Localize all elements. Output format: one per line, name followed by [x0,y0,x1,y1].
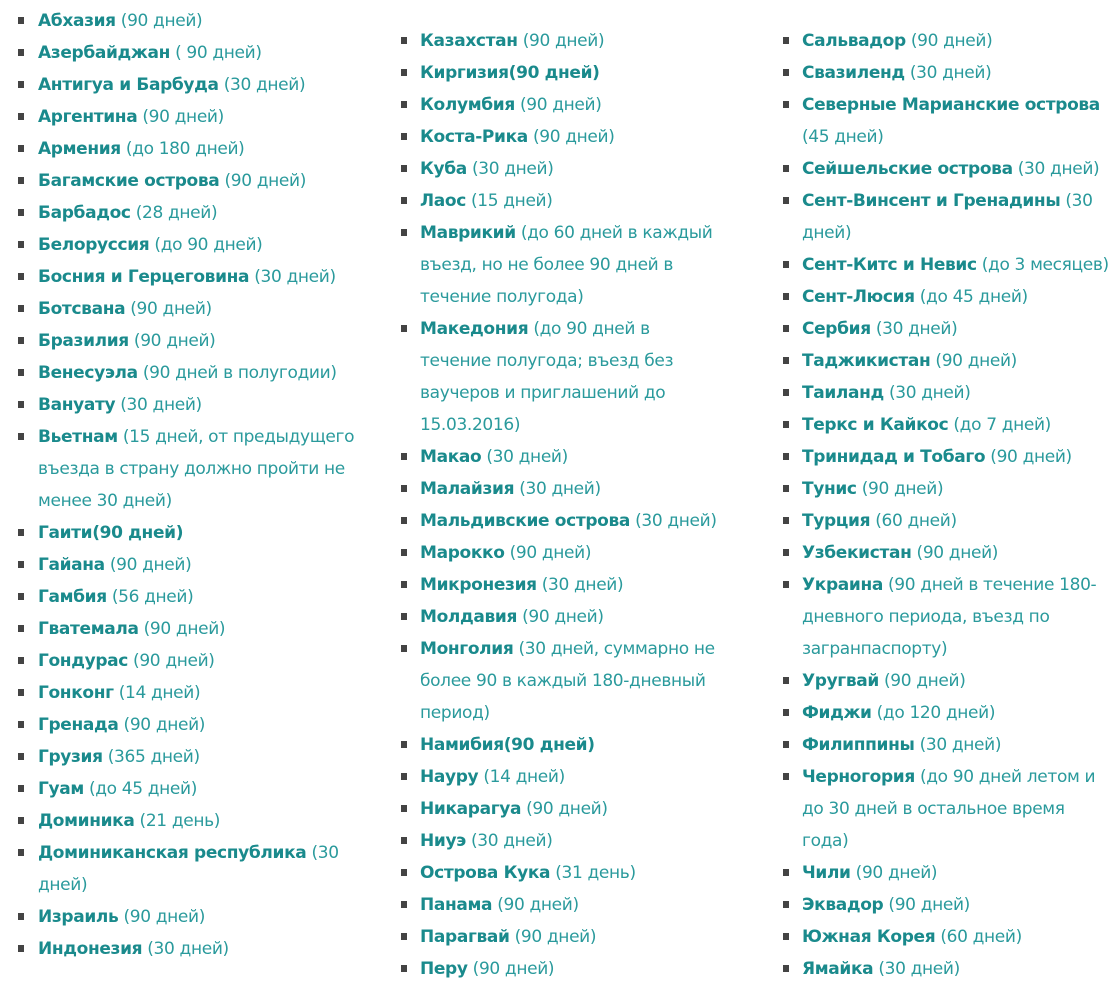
list-item [383,729,723,761]
country-name: Гамбия [38,587,107,607]
list-item [0,677,360,709]
country-name: Гаити(90 дней) [38,523,184,543]
stay-duration: (30 дней) [630,511,717,531]
list-item [383,25,723,57]
stay-duration: (90 дней) [905,31,993,51]
bullet-icon [401,965,407,972]
country-name: Фиджи [802,703,872,723]
country-name: Ботсвана [38,299,126,319]
list-item [383,761,723,793]
bullet-icon [18,945,24,952]
country-name: Филиппины [802,735,915,755]
list-item [383,441,723,473]
stay-duration: (до 7 дней) [948,415,1051,435]
country-name: Багамские острова [38,171,220,191]
list-item [765,569,1112,665]
bullet-icon [18,689,24,696]
list-item [765,889,1112,921]
bullet-icon [401,901,407,908]
stay-duration: (90 дней) [514,95,602,115]
country-name: Вьетнам [38,427,118,447]
list-item [765,153,1112,185]
bullet-icon [783,581,789,588]
bullet-icon [783,293,789,300]
country-name: Черногория [802,767,915,787]
bullet-icon [401,645,407,652]
bullet-icon [18,913,24,920]
bullet-icon [18,561,24,568]
list-item [765,505,1112,537]
list-item [0,389,360,421]
country-name: Сальвадор [802,31,906,51]
stay-duration: (90 дней) [118,907,206,927]
country-name: Сейшельские острова [802,159,1013,179]
bullet-icon [783,389,789,396]
country-name: Северные Марианские острова [802,95,1100,115]
country-name: Сент-Люсия [802,287,915,307]
country-list-column-2 [383,25,723,985]
list-item [383,185,723,217]
country-name: Гондурас [38,651,128,671]
stay-duration: (30 дней) [115,395,202,415]
bullet-icon [18,305,24,312]
stay-duration: (90 дней) [128,651,215,671]
stay-duration: (до 180 дней) [120,139,245,159]
country-name: Грузия [38,747,103,767]
list-item [765,537,1112,569]
country-name: Эквадор [802,895,884,915]
stay-duration: (15 дней, от предыдущего въезда в страну должно пройти не менее 30 дней) [38,427,355,511]
list-item [765,281,1112,313]
stay-duration: (31 день) [550,863,636,883]
country-name: Куба [420,159,467,179]
stay-duration: (30 дней) [466,159,554,179]
bullet-icon [783,165,789,172]
bullet-icon [783,933,789,940]
list-item [0,229,360,261]
stay-duration: (30 дней) [218,75,306,95]
country-name: Индонезия [38,939,143,959]
stay-duration: (30 дней) [1012,159,1100,179]
list-item [0,549,360,581]
bullet-icon [783,197,789,204]
bullet-icon [18,337,24,344]
stay-duration: (90 дней) [492,895,579,915]
list-item [0,645,360,677]
bullet-icon [401,869,407,876]
list-item [0,741,360,773]
bullet-icon [18,785,24,792]
country-name: Мальдивские острова [420,511,631,531]
bullet-icon [401,613,407,620]
bullet-icon [401,69,407,76]
stay-duration: (60 дней) [935,927,1022,947]
stay-duration: (30 дней) [536,575,624,595]
country-name: Микронезия [420,575,537,595]
country-list-column-3 [765,25,1112,985]
list-item [765,473,1112,505]
country-name: Антигуа и Барбуда [38,75,219,95]
country-name: Гайана [38,555,105,575]
bullet-icon [783,677,789,684]
country-name: Сент-Китс и Невис [802,255,977,275]
stay-duration: (90 дней) [125,299,212,319]
list-item [0,933,360,965]
country-list-column-1 [0,5,360,965]
country-name: Доминика [38,811,135,831]
bullet-icon [401,741,407,748]
list-item [383,313,723,441]
country-name: Босния и Герцеговина [38,267,250,287]
stay-duration: (90 дней) [856,479,944,499]
country-name: Намибия(90 дней) [420,735,595,755]
stay-duration: (30 дней, суммарно не более 90 в каждый 180-дневный период) [420,639,715,723]
country-name: Белоруссия [38,235,150,255]
bullet-icon [18,593,24,600]
country-name: Барбадос [38,203,131,223]
bullet-icon [783,37,789,44]
country-name: Тринидад и Тобаго [802,447,986,467]
list-item [0,69,360,101]
list-item [765,25,1112,57]
stay-duration: (30 дней) [249,267,336,287]
bullet-icon [18,209,24,216]
bullet-icon [18,49,24,56]
bullet-icon [18,625,24,632]
bullet-icon [18,657,24,664]
list-item [383,153,723,185]
bullet-icon [401,773,407,780]
bullet-icon [783,709,789,716]
list-item [0,261,360,293]
list-item [0,325,360,357]
list-item [383,121,723,153]
list-item [0,837,360,901]
stay-duration: (до 3 месяцев) [976,255,1109,275]
bullet-icon [783,357,789,364]
country-name: Науру [420,767,479,787]
country-name: Сент-Винсент и Гренадины [802,191,1061,211]
list-item [0,197,360,229]
bullet-icon [18,849,24,856]
bullet-icon [401,581,407,588]
country-name: Чили [802,863,851,883]
stay-duration: (15 дней) [465,191,553,211]
bullet-icon [18,817,24,824]
country-name: Колумбия [420,95,515,115]
list-item [765,761,1112,857]
country-name: Сербия [802,319,871,339]
stay-duration: (90 дней) [509,927,597,947]
bullet-icon [783,453,789,460]
stay-duration: (90 дней) [517,607,604,627]
bullet-icon [401,325,407,332]
stay-duration: (30 дней) [883,383,971,403]
bullet-icon [18,529,24,536]
list-item [765,953,1112,985]
bullet-icon [783,421,789,428]
country-name: Турция [802,511,871,531]
bullet-icon [18,177,24,184]
list-item [0,133,360,165]
country-name: Аргентина [38,107,138,127]
list-item [765,185,1112,249]
list-item [0,773,360,805]
list-item [383,569,723,601]
bullet-icon [783,69,789,76]
stay-duration: (90 дней) [104,555,192,575]
list-item [0,5,360,37]
stay-duration: (90 дней) [850,863,938,883]
country-name: Уругвай [802,671,879,691]
bullet-icon [401,101,407,108]
bullet-icon [401,133,407,140]
bullet-icon [401,837,407,844]
country-name: Таиланд [802,383,884,403]
country-name: Таджикистан [802,351,931,371]
stay-duration: (30 дней) [914,735,1002,755]
stay-duration: (до 45 дней) [83,779,197,799]
list-item [383,89,723,121]
country-name: Тунис [802,479,857,499]
country-name: Коста-Рика [420,127,528,147]
country-name: Макао [420,447,482,467]
stay-duration: (30 дней) [873,959,960,979]
stay-duration: (30 дней) [904,63,992,83]
bullet-icon [18,721,24,728]
country-name: Марокко [420,543,505,563]
bullet-icon [401,37,407,44]
list-item [765,697,1112,729]
stay-duration: (90 дней) [878,671,966,691]
bullet-icon [18,145,24,152]
bullet-icon [783,261,789,268]
country-name: Гонконг [38,683,114,703]
list-item [383,793,723,825]
stay-duration: (до 60 дней в каждый въезд, но не более 90 дней в течение полугода) [420,223,713,307]
country-name: Бразилия [38,331,129,351]
country-name: Острова Кука [420,863,551,883]
stay-duration: (30 дней) [802,191,1093,243]
stay-duration: (90 дней) [911,543,999,563]
country-name: Казахстан [420,31,518,51]
country-name: Панама [420,895,493,915]
list-item [765,57,1112,89]
stay-duration: (90 дней в течение 180-дневного периода, въезд по загранпаспорту) [802,575,1097,659]
stay-duration: (90 дней) [504,543,592,563]
bullet-icon [783,965,789,972]
bullet-icon [783,517,789,524]
stay-duration: (90 дней) [930,351,1017,371]
stay-duration: ( 90 дней) [170,43,262,63]
list-item [765,249,1112,281]
bullet-icon [783,869,789,876]
list-item [0,357,360,389]
stay-duration: (до 45 дней) [914,287,1028,307]
stay-duration: (21 день) [134,811,221,831]
bullet-icon [401,165,407,172]
list-item [765,409,1112,441]
bullet-icon [18,369,24,376]
stay-duration: (30 дней) [465,831,553,851]
country-name: Гренада [38,715,119,735]
bullet-icon [401,229,407,236]
bullet-icon [18,241,24,248]
stay-duration: (90 дней) [985,447,1072,467]
bullet-icon [783,101,789,108]
country-name: Южная Корея [802,927,936,947]
list-item [0,613,360,645]
bullet-icon [401,197,407,204]
list-item [0,421,360,517]
stay-duration: (до 90 дней в течение полугода; въезд без ваучеров и приглашений до 15.03.2016) [420,319,674,435]
list-item [383,217,723,313]
stay-duration: (90 дней) [137,107,224,127]
list-item [0,165,360,197]
country-name: Израиль [38,907,119,927]
stay-duration: (до 90 дней летом и до 30 дней в остальное время года) [802,767,1096,851]
country-name: Теркс и Кайкос [802,415,949,435]
stay-duration: (30 дней) [870,319,958,339]
stay-duration: (90 дней) [467,959,555,979]
stay-duration: (90 дней в полугодии) [137,363,337,383]
list-item [383,953,723,985]
stay-duration: (60 дней) [870,511,957,531]
list-item [383,633,723,729]
list-item [383,601,723,633]
bullet-icon [783,901,789,908]
stay-duration: (90 дней) [115,11,203,31]
stay-duration: (до 120 дней) [871,703,996,723]
list-item [383,889,723,921]
bullet-icon [783,325,789,332]
stay-duration: (30 дней) [481,447,568,467]
bullet-icon [18,401,24,408]
country-name: Перу [420,959,468,979]
stay-duration: (14 дней) [478,767,565,787]
bullet-icon [401,485,407,492]
bullet-icon [783,549,789,556]
country-name: Ямайка [802,959,874,979]
country-name: Украина [802,575,883,595]
bullet-icon [18,433,24,440]
stay-duration: (30 дней) [514,479,601,499]
stay-duration: (90 дней) [527,127,615,147]
stay-duration: (45 дней) [802,127,884,147]
country-name: Гватемала [38,619,139,639]
bullet-icon [783,741,789,748]
list-item [765,313,1112,345]
list-item [0,37,360,69]
list-item [383,537,723,569]
country-name: Молдавия [420,607,518,627]
bullet-icon [401,933,407,940]
list-item [0,293,360,325]
list-item [383,473,723,505]
list-item [765,345,1112,377]
bullet-icon [401,549,407,556]
stay-duration: (30 дней) [38,843,339,895]
country-name: Киргизия(90 дней) [420,63,600,83]
list-item [765,857,1112,889]
country-name: Армения [38,139,121,159]
stay-duration: (90 дней) [219,171,306,191]
country-name: Парагвай [420,927,510,947]
bullet-icon [18,753,24,760]
stay-duration: (28 дней) [130,203,218,223]
list-item [383,857,723,889]
list-item [0,581,360,613]
stay-duration: (56 дней) [106,587,194,607]
stay-duration: (90 дней) [138,619,226,639]
country-name: Ниуэ [420,831,466,851]
list-item [0,101,360,133]
list-item [765,89,1112,153]
country-name: Монголия [420,639,514,659]
list-item [0,901,360,933]
country-name: Абхазия [38,11,116,31]
stay-duration: (до 90 дней) [149,235,263,255]
country-name: Гуам [38,779,84,799]
stay-duration: (90 дней) [521,799,608,819]
bullet-icon [401,453,407,460]
list-item [765,665,1112,697]
bullet-icon [783,485,789,492]
country-name: Азербайджан [38,43,171,63]
country-name: Доминиканская республика [38,843,307,863]
list-item [383,57,723,89]
bullet-icon [18,81,24,88]
bullet-icon [18,17,24,24]
list-item [765,921,1112,953]
country-name: Малайзия [420,479,515,499]
list-item [0,517,360,549]
country-name: Свазиленд [802,63,905,83]
stay-duration: (90 дней) [517,31,605,51]
stay-duration: (365 дней) [102,747,200,767]
stay-duration: (90 дней) [118,715,206,735]
country-name: Венесуэла [38,363,138,383]
country-name: Узбекистан [802,543,912,563]
country-name: Никарагуа [420,799,522,819]
bullet-icon [783,773,789,780]
list-item [0,709,360,741]
list-item [765,441,1112,473]
bullet-icon [401,517,407,524]
country-name: Македония [420,319,529,339]
list-item [765,377,1112,409]
list-item [383,505,723,537]
country-name: Вануату [38,395,116,415]
list-item [0,805,360,837]
stay-duration: (90 дней) [883,895,970,915]
stay-duration: (30 дней) [142,939,229,959]
bullet-icon [18,113,24,120]
list-item [383,921,723,953]
list-item [383,825,723,857]
bullet-icon [401,805,407,812]
bullet-icon [18,273,24,280]
list-item [765,729,1112,761]
stay-duration: (14 дней) [113,683,201,703]
country-name: Маврикий [420,223,516,243]
country-name: Лаос [420,191,466,211]
stay-duration: (90 дней) [128,331,216,351]
